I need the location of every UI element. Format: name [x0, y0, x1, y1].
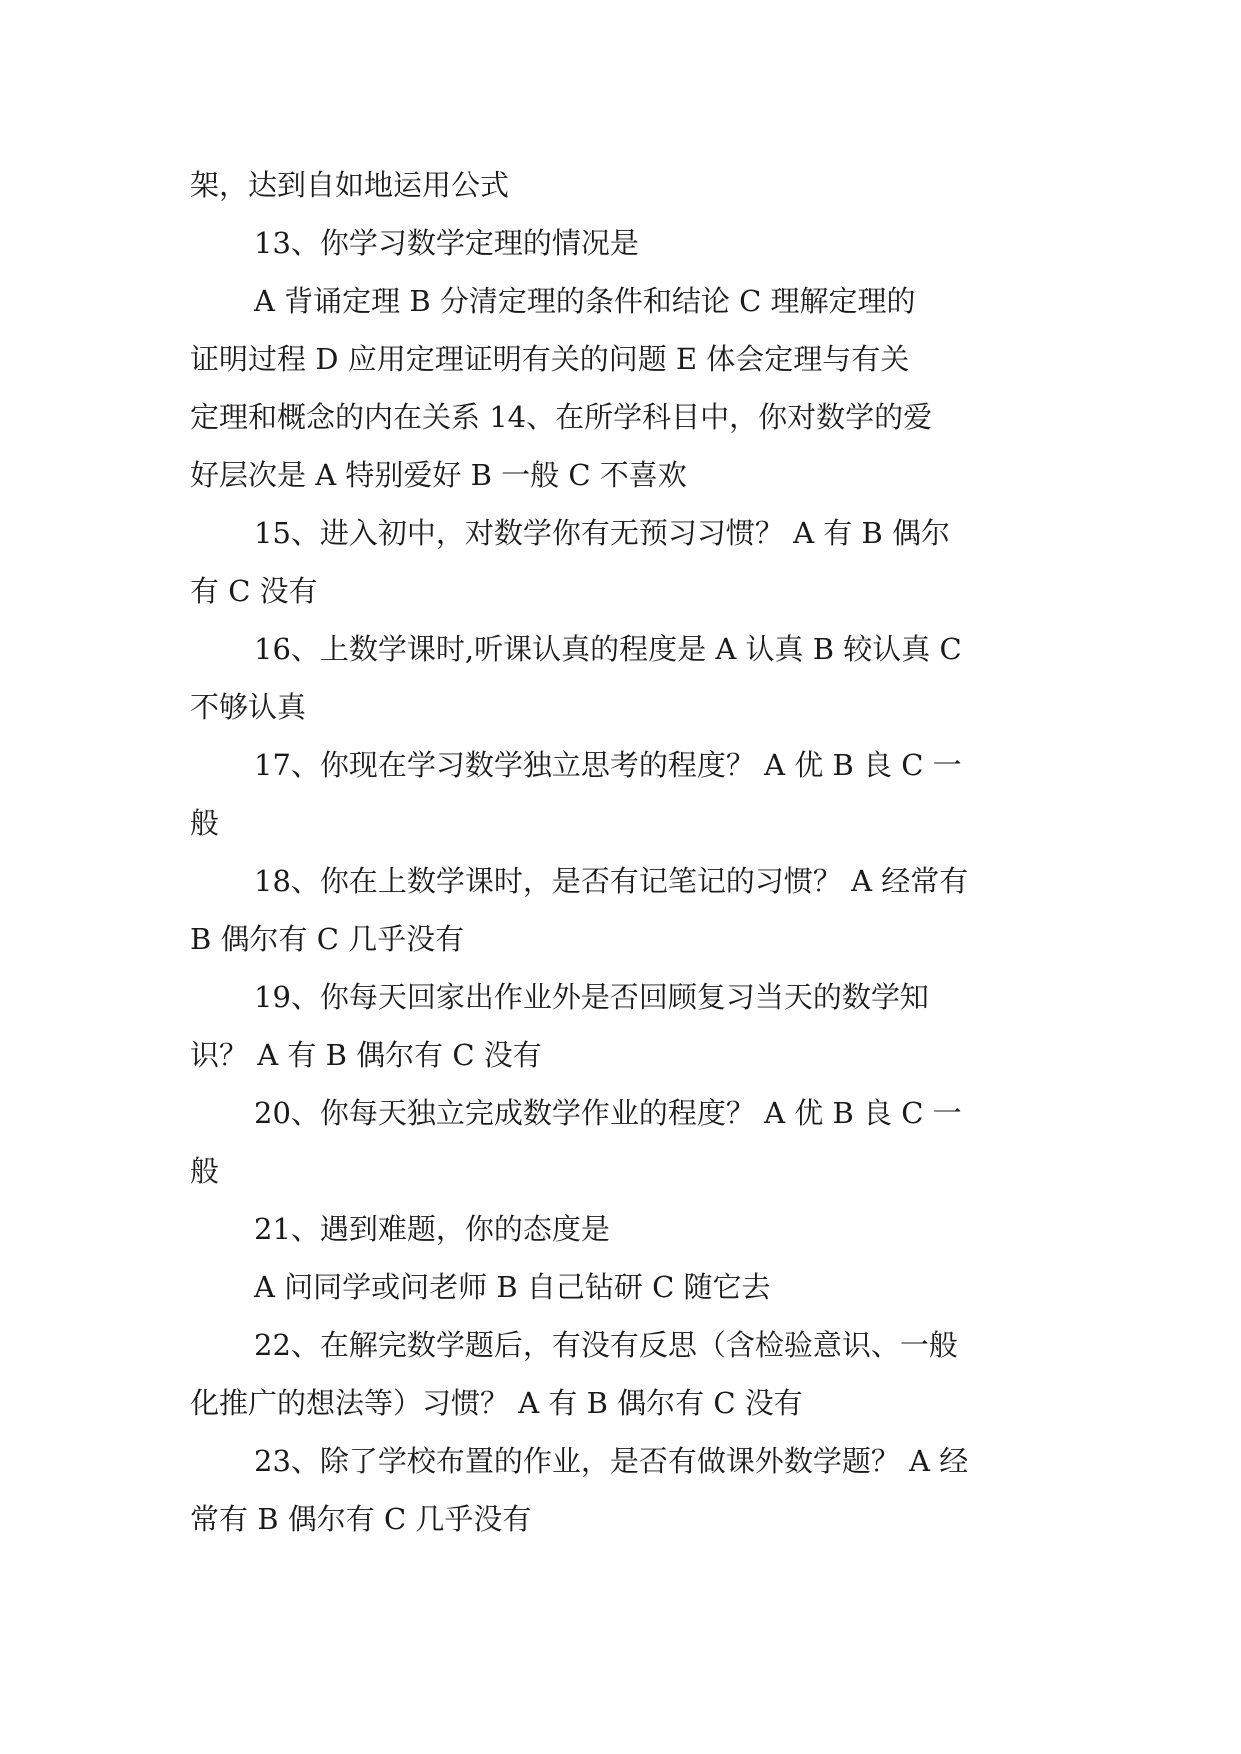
text-line: A 背诵定理 B 分清定理的条件和结论 C 理解定理的	[254, 284, 916, 318]
text-line: 有 C 没有	[190, 574, 318, 608]
text-line: 好层次是 A 特别爱好 B 一般 C 不喜欢	[190, 458, 687, 492]
question-19: 19、你每天回家出作业外是否回顾复习当天的数学知	[254, 980, 929, 1014]
text-line: 架，达到自如地运用公式	[190, 168, 510, 202]
text-line: 证明过程 D 应用定理证明有关的问题 E 体会定理与有关	[190, 342, 910, 376]
question-21: 21、遇到难题，你的态度是	[254, 1212, 610, 1246]
text-line: 般	[190, 806, 220, 840]
text-line: 不够认真	[190, 690, 307, 724]
question-15: 15、进入初中，对数学你有无预习习惯？ A 有 B 偶尔	[254, 516, 951, 550]
question-18: 18、你在上数学课时，是否有记笔记的习惯？ A 经常有	[254, 864, 969, 898]
text-line: 般	[190, 1154, 220, 1188]
text-line: 化推广的想法等）习惯？ A 有 B 偶尔有 C 没有	[190, 1386, 803, 1420]
question-20: 20、你每天独立完成数学作业的程度？ A 优 B 良 C 一	[254, 1096, 962, 1130]
text-line: B 偶尔有 C 几乎没有	[190, 922, 465, 956]
text-line: 常有 B 偶尔有 C 几乎没有	[190, 1502, 532, 1536]
text-line: 定理和概念的内在关系 14、在所学科目中，你对数学的爱	[190, 400, 933, 434]
question-23: 23、除了学校布置的作业，是否有做课外数学题？ A 经	[254, 1444, 969, 1478]
question-13: 13、你学习数学定理的情况是	[254, 226, 639, 260]
document-body	[190, 156, 1050, 1548]
question-16: 16、上数学课时,听课认真的程度是 A 认真 B 较认真 C	[254, 632, 962, 666]
question-22: 22、在解完数学题后，有没有反思（含检验意识、一般	[254, 1328, 958, 1362]
question-17: 17、你现在学习数学独立思考的程度？ A 优 B 良 C 一	[254, 748, 962, 782]
text-line: A 问同学或问老师 B 自己钻研 C 随它去	[254, 1270, 771, 1304]
text-line: 识？ A 有 B 偶尔有 C 没有	[190, 1038, 542, 1072]
